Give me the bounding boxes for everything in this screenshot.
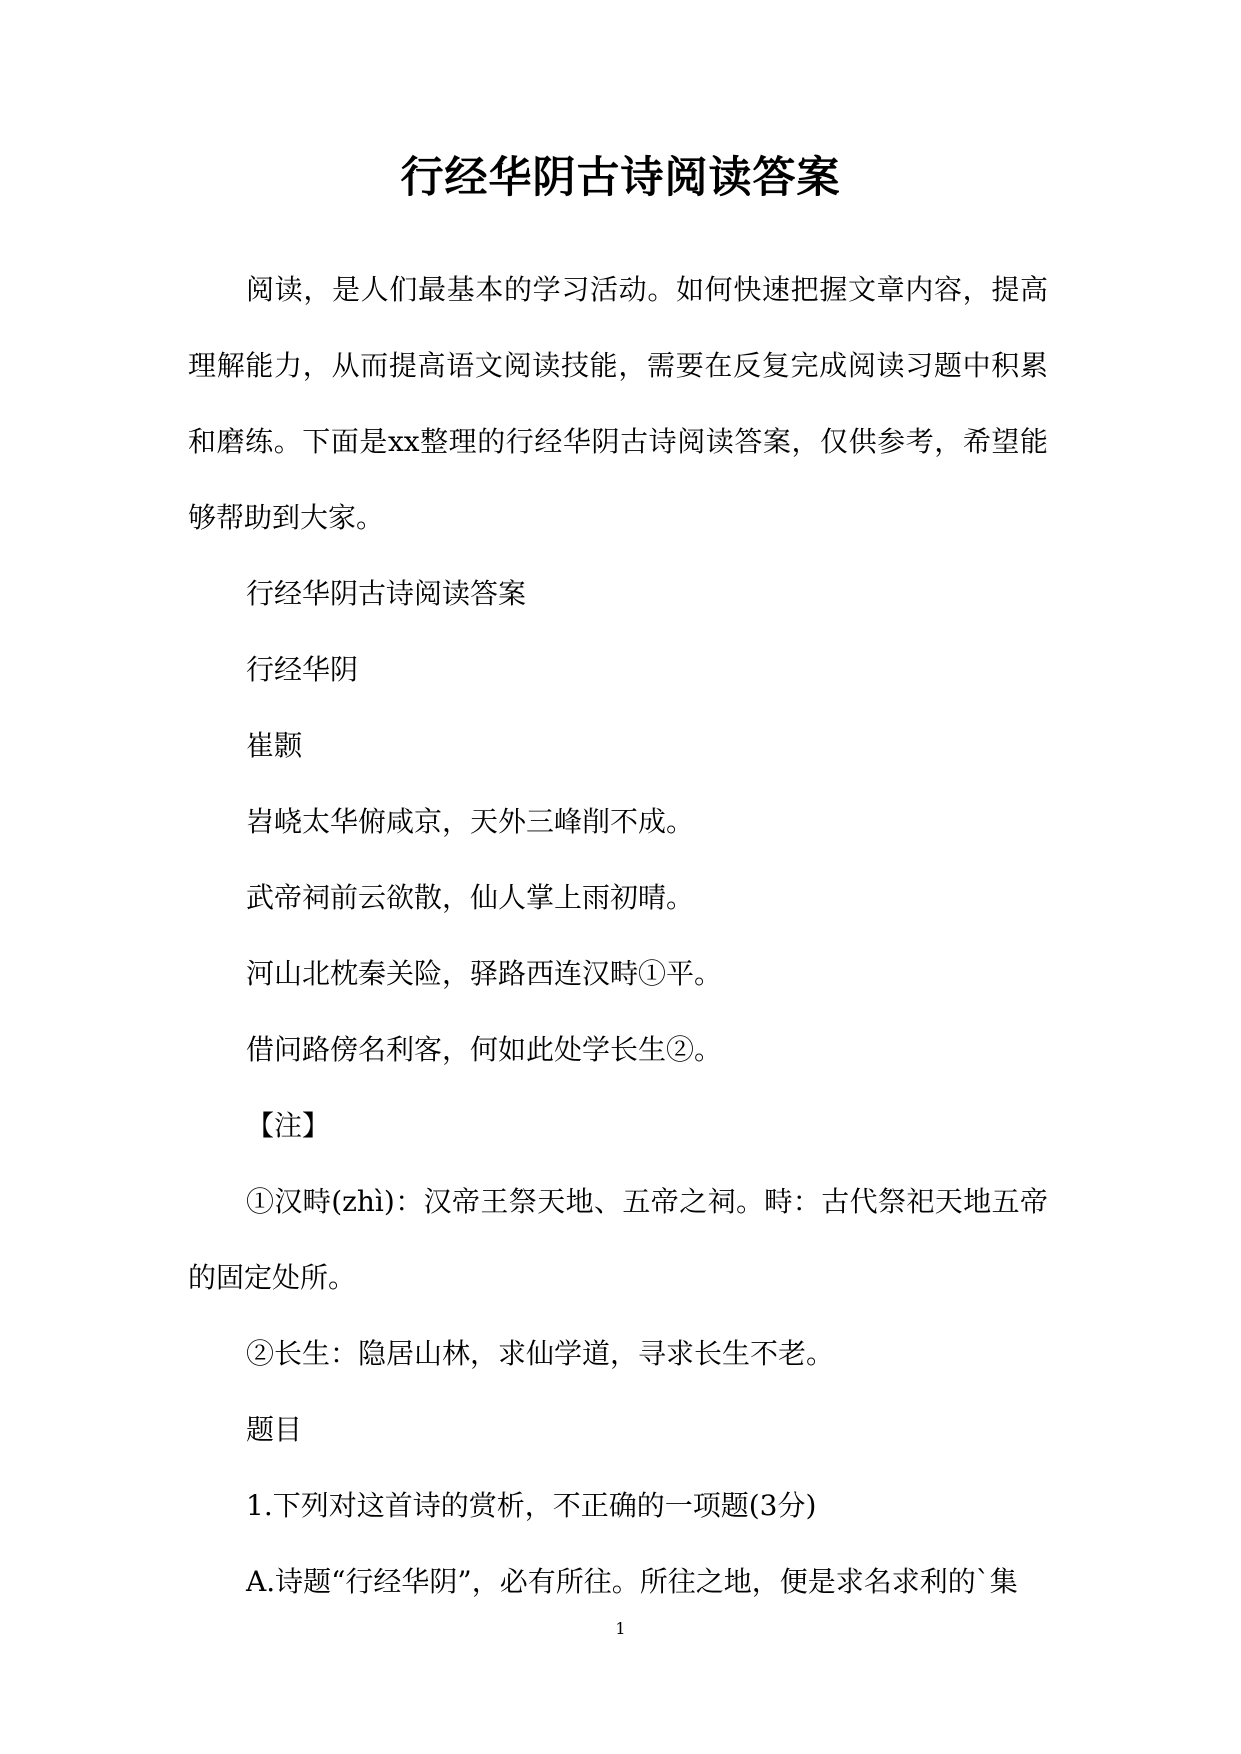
section-heading: 行经华阴古诗阅读答案 bbox=[246, 577, 527, 610]
questions-heading: 题目 bbox=[246, 1413, 303, 1446]
intro-paragraph: 阅读，是人们最基本的学习活动。如何快速把握文章内容，提高理解能力，从而提高语文阅读技能，需要在反复完成阅读习题中积累和磨练。下面是xx整理的行经华阴古诗阅读答案，仅供参考，希望能够帮助到大家。 bbox=[188, 273, 1048, 534]
note-item: ②长生：隐居山林，求仙学道，寻求长生不老。 bbox=[246, 1337, 835, 1370]
poem-author: 崔颢 bbox=[246, 729, 303, 762]
poem-line: 岧峣太华俯咸京，天外三峰削不成。 bbox=[246, 805, 695, 838]
poem-title: 行经华阴 bbox=[246, 653, 359, 686]
notes-heading: 【注】 bbox=[246, 1109, 331, 1142]
question-item: 1.下列对这首诗的赏析，不正确的一项题(3分) bbox=[246, 1489, 817, 1522]
answer-option: A.诗题“行经华阴”，必有所往。所往之地，便是求名求利的`集 bbox=[246, 1565, 1018, 1598]
poem-line: 河山北枕秦关险，驿路西连汉畤①平。 bbox=[246, 957, 723, 990]
poem-line: 武帝祠前云欲散，仙人掌上雨初晴。 bbox=[246, 881, 695, 914]
document-body bbox=[188, 252, 1048, 1620]
note-item: ①汉畤(zhì)：汉帝王祭天地、五帝之祠。畤：古代祭祀天地五帝的固定处所。 bbox=[188, 1185, 1048, 1294]
page-number: 1 bbox=[615, 1619, 626, 1638]
page-title: 行经华阴古诗阅读答案 bbox=[400, 153, 841, 203]
poem-line: 借问路傍名利客，何如此处学长生②。 bbox=[246, 1033, 723, 1066]
